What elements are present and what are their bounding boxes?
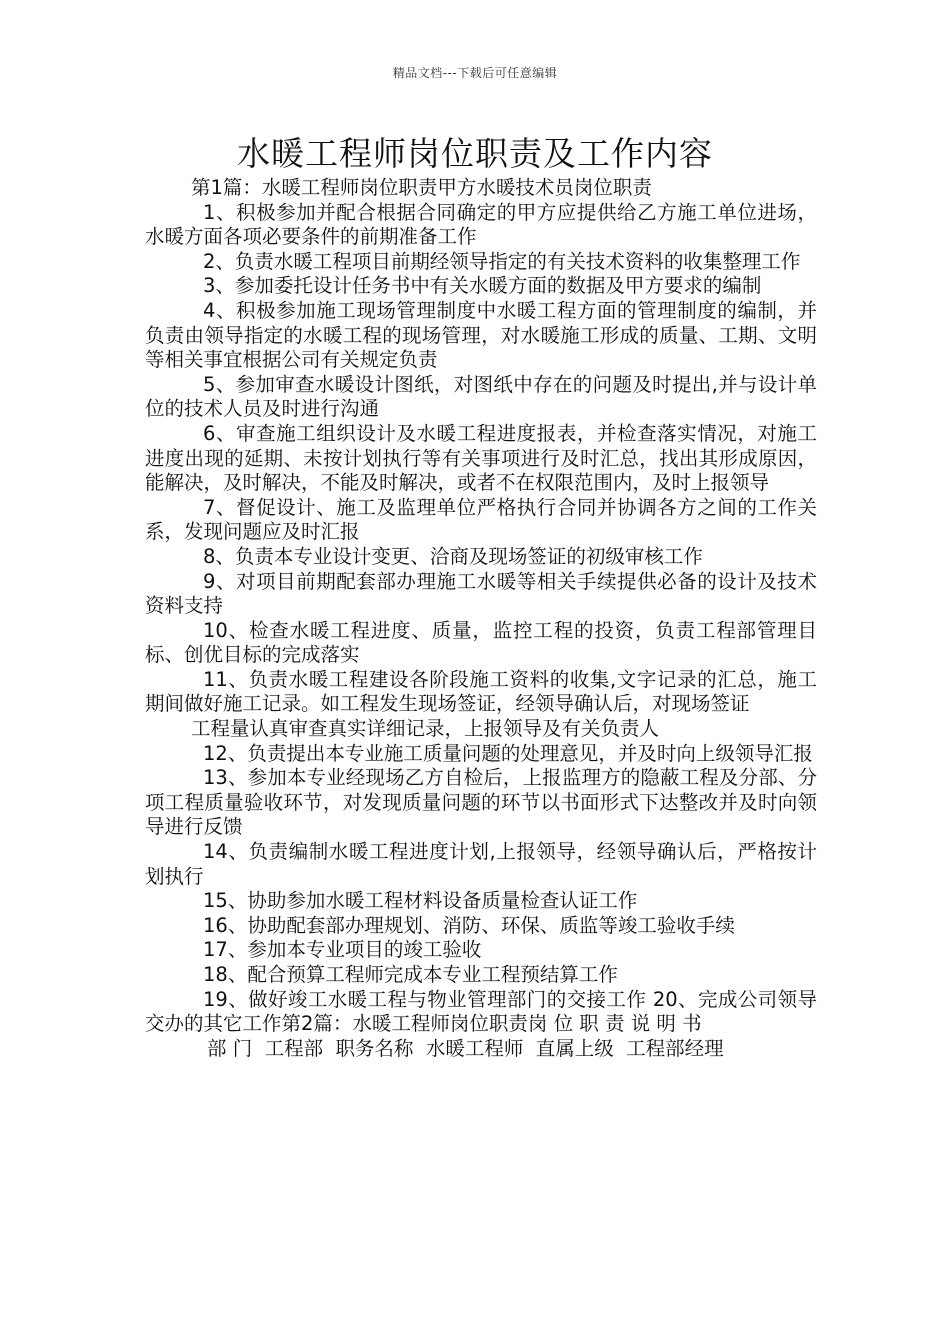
duty-item-19: 19、做好竣工水暖工程与物业管理部门的交接工作 20、完成公司领导交办的其它工作第2篇：水暖工程师岗位职责岗 位 职 责 说 明 书: [145, 987, 817, 1036]
duty-item-1: 1、积极参加并配合根据合同确定的甲方应提供给乙方施工单位进场，水暖方面各项必要条件的前期准备工作: [145, 200, 817, 249]
duty-item-3: 3、参加委托设计任务书中有关水暖方面的数据及甲方要求的编制: [203, 274, 762, 298]
duty-item-7: 7、督促设计、施工及监理单位严格执行合同并协调各方之间的工作关系，发现问题应及时汇报: [145, 495, 817, 544]
intro-line: 第1篇：水暖工程师岗位职责甲方水暖技术员岗位职责: [191, 176, 652, 199]
duty-item-16: 16、协助配套部办理规划、消防、环保、质监等竣工验收手续: [203, 913, 735, 937]
document-body: [145, 176, 817, 1061]
header-note: 精品文档---下载后可任意编辑: [392, 66, 558, 80]
duty-item-5: 5、参加审查水暖设计图纸，对图纸中存在的问题及时提出,并与设计单位的技术人员及时进行沟通: [145, 372, 817, 421]
department-row: 部 门 工程部 职务名称 水暖工程师 直属上级 工程部经理: [207, 1036, 724, 1060]
duty-item-9: 9、对项目前期配套部办理施工水暖等相关手续提供必备的设计及技术资料支持: [145, 569, 817, 618]
duty-item-17: 17、参加本专业项目的竣工验收: [203, 938, 482, 962]
duty-item-15: 15、协助参加水暖工程材料设备质量检查认证工作: [203, 889, 638, 913]
duty-item-2: 2、负责水暖工程项目前期经领导指定的有关技术资料的收集整理工作: [203, 249, 801, 273]
duty-item-18: 18、配合预算工程师完成本专业工程预结算工作: [203, 963, 618, 986]
duty-item-12: 12、负责提出本专业施工质量问题的处理意见，并及时向上级领导汇报: [203, 741, 813, 765]
document-title: 水暖工程师岗位职责及工作内容: [237, 134, 713, 173]
duty-item-11: 11、负责水暖工程建设各阶段施工资料的收集,文字记录的汇总，施工期间做好施工记录。如工程发生现场签证，经领导确认后，对现场签证: [145, 667, 817, 716]
duty-item-4: 4、积极参加施工现场管理制度中水暖工程方面的管理制度的编制，并负责由领导指定的水暖工程的现场管理，对水暖施工形成的质量、工期、文明等相关事宜根据公司有关规定负责: [145, 298, 817, 372]
duty-item-13: 13、参加本专业经现场乙方自检后，上报监理方的隐蔽工程及分部、分项工程质量验收环节，对发现质量问题的环节以书面形式下达整改并及时向领导进行反馈: [145, 766, 817, 839]
duty-item-6: 6、审查施工组织设计及水暖工程进度报表，并检查落实情况，对施工进度出现的延期、未按计划执行等有关事项进行及时汇总，找出其形成原因，能解决，及时解决，不能及时解决，或者不在权限范围内，及时上报领导: [145, 421, 817, 495]
duty-item-8: 8、负责本专业设计变更、洽商及现场签证的初级审核工作: [203, 544, 703, 568]
duty-item-10: 10、检查水暖工程进度、质量，监控工程的投资，负责工程部管理目标、创优目标的完成落实: [145, 618, 817, 667]
duty-item-14: 14、负责编制水暖工程进度计划,上报领导，经领导确认后，严格按计划执行: [145, 840, 817, 888]
duty-item-11-continued: 工程量认真审查真实详细记录，上报领导及有关负责人: [191, 717, 660, 741]
